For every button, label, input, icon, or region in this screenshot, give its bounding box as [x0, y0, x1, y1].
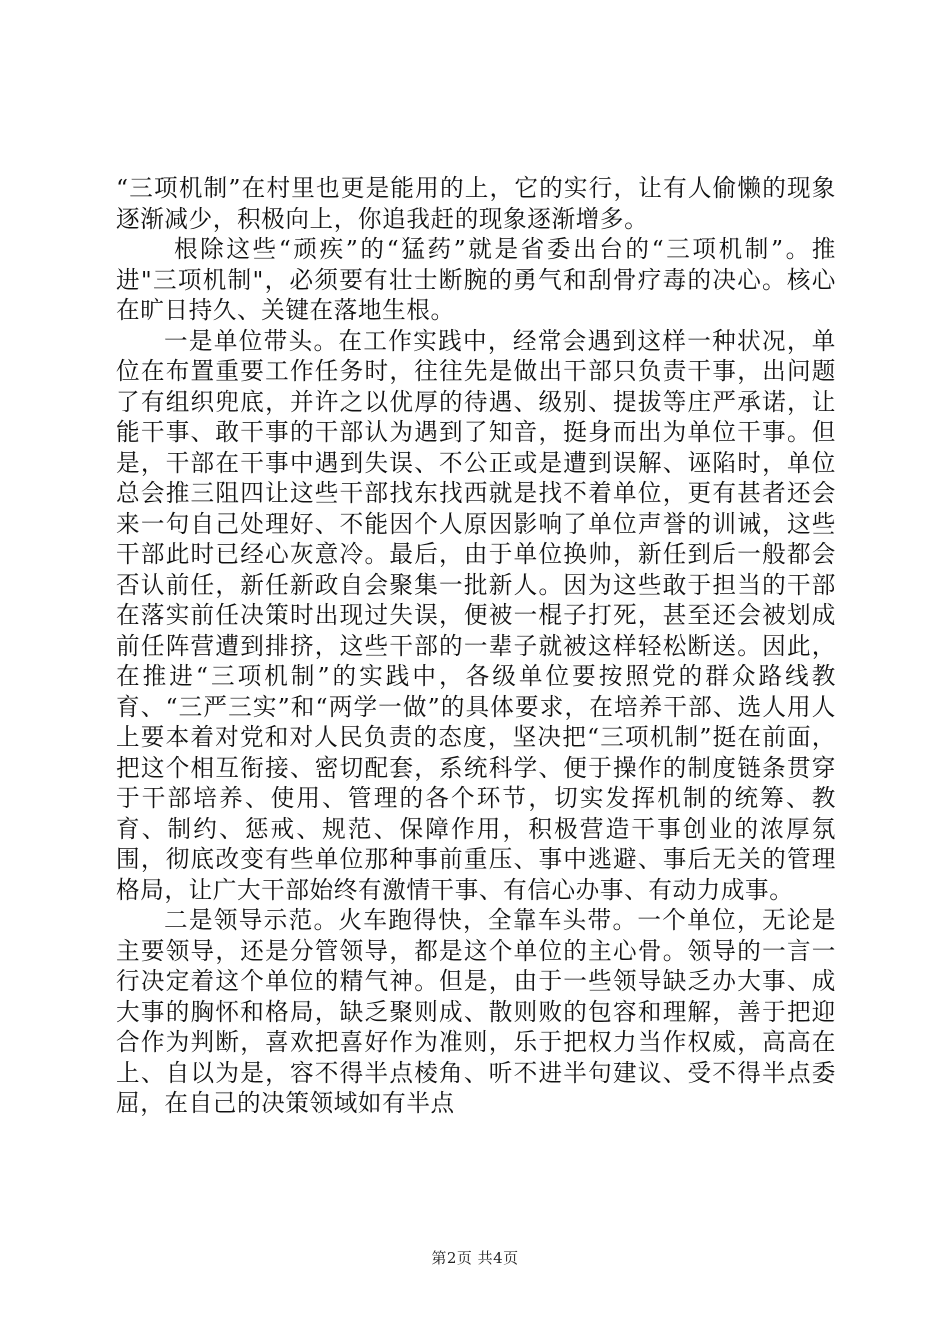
- page-number-footer: 第2页 共4页: [431, 1249, 519, 1267]
- paragraph-continuation: “三项机制”在村里也更是能用的上，它的实行，让有人偷懒的现象逐渐减少，积极向上，你追我赶的现象逐渐增多。: [116, 174, 836, 233]
- document-body: [116, 173, 836, 1119]
- paragraph-leader-example: 二是领导示范。火车跑得快，全靠车头带。一个单位，无论是主要领导，还是分管领导，都是这个单位的主心骨。领导的一言一行决定着这个单位的精气神。但是，由于一些领导缺乏办大事、成大事的胸怀和格局，缺乏聚则成、散则败的包容和理解，善于把迎合作为判断，喜欢把喜好作为准则，乐于把权力当作权威，高高在上、自以为是，容不得半点棱角、听不进半句建议、受不得半点委屈，在自己的决策领域如有半点: [116, 906, 836, 1117]
- paragraph-unit-lead: 一是单位带头。在工作实践中，经常会遇到这样一种状况，单位在布置重要工作任务时，往往先是做出干部只负责干事，出问题了有组织兜底，并许之以优厚的待遇、级别、提拔等庄严承诺，让能干事、敢干事的干部认为遇到了知音，挺身而出为单位干事。但是，干部在干事中遇到失误、不公正或是遭到误解、诬陷时，单位总会推三阻四让这些干部找东找西就是找不着单位，更有甚者还会来一句自己处理好、不能因个人原因影响了单位声誉的训诫，这些干部此时已经心灰意冷。最后，由于单位换帅，新任到后一般都会否认前任，新任新政自会聚集一批新人。因为这些敢于担当的干部在落实前任决策时出现过失误，便被一棍子打死，甚至还会被划成前任阵营遭到排挤，这些干部的一辈子就被这样轻松断送。因此，在推进“三项机制”的实践中，各级单位要按照党的群众路线教育、“三严三实”和“两学一做”的具体要求，在培养干部、选人用人上要本着对党和对人民负责的态度，坚决把“三项机制”挺在前面，把这个相互衔接、密切配套，系统科学、便于操作的制度链条贯穿于干部培养、使用、管理的各个环节，切实发挥机制的统筹、教育、制约、惩戒、规范、保障作用，积极营造干事创业的浓厚氛围，彻底改变有些单位那种事前重压、事中逃避、事后无关的管理格局，让广大干部始终有激情干事、有信心办事、有动力成事。: [116, 326, 836, 904]
- paragraph-remedy: 根除这些“顽疾”的“猛药”就是省委出台的“三项机制”。推进"三项机制"，必须要有壮士断腕的勇气和刮骨疗毒的决心。核心在旷日持久、关键在落地生根。: [116, 235, 836, 324]
